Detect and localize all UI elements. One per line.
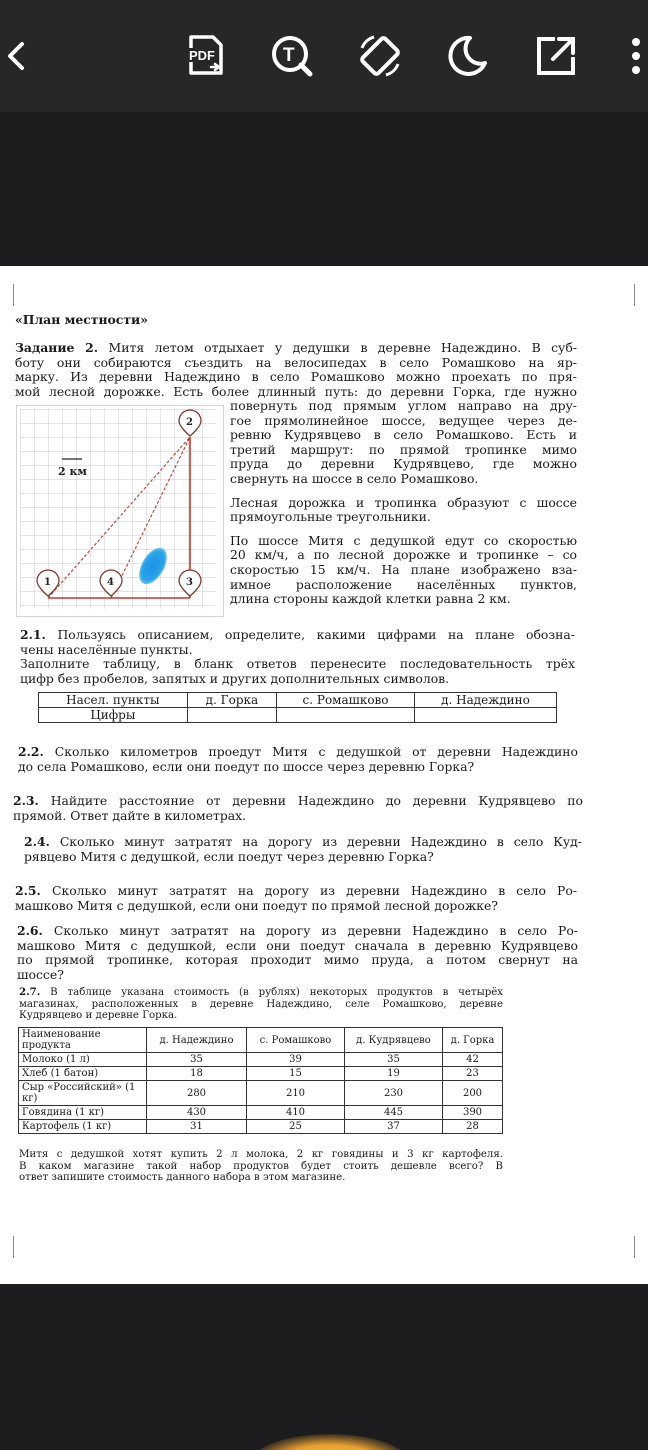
question-2-4 <box>24 835 582 864</box>
table-header-cell: д. Кудрявцево <box>345 1028 443 1053</box>
table-row <box>19 1106 503 1120</box>
question-number: 2.6. <box>17 923 43 938</box>
table-cell: Цифры <box>39 708 188 723</box>
question-number: 2.7. <box>19 986 41 998</box>
text-t-label: T <box>283 45 295 66</box>
text-line: Сколько километров проедут Митя с дедушкой от деревни Надеждино <box>54 744 578 759</box>
answer-cell[interactable] <box>187 708 276 723</box>
text-line: 20 км/ч, а по лесной дорожке и тропинке – со <box>230 547 577 563</box>
text-line: Пользуясь описанием, определите, какими цифрами на плане обозна- <box>57 627 575 642</box>
table-header-cell: д. Горка <box>443 1028 503 1053</box>
text-line: Сколько минут затратят на дорогу из деревни Надеждино в село Ро- <box>51 883 577 898</box>
text-line: боту они собираются съездить на велосипедах в село Ромашково на яр- <box>15 354 577 370</box>
table-cell: 200 <box>443 1081 503 1106</box>
more-button[interactable] <box>610 30 648 82</box>
text-line: свернуть на шоссе в село Ромашково. <box>230 470 479 486</box>
table-cell: 25 <box>247 1120 345 1134</box>
svg-text:4: 4 <box>107 577 114 588</box>
text-line: Митя летом отдыхает у дедушки в деревне Надеждино. В суб- <box>108 340 577 355</box>
text-line: пруда до деревни Кудрявцево, где можно <box>230 456 577 472</box>
answer-table <box>38 692 557 723</box>
text-line: ответ запишите стоимость данного набора в этом магазине. <box>19 1172 346 1184</box>
crop-mark <box>4 1236 14 1258</box>
chevron-left-icon <box>2 36 32 76</box>
area-map <box>16 405 224 617</box>
paragraph <box>230 399 577 487</box>
text-line: Сколько минут затратят на дорогу из деревни Надеждино в село Ро- <box>53 923 578 938</box>
text-line: длина стороны каждой клетки равна 2 км. <box>230 591 511 607</box>
table-cell: 280 <box>147 1081 247 1106</box>
text-line: рявцево Митя с дедушкой, если поедут через деревню Горка? <box>24 848 434 864</box>
table-header-cell: с. Ромашково <box>247 1028 345 1053</box>
task2-intro <box>15 341 577 399</box>
table-cell: Говядина (1 кг) <box>19 1106 147 1120</box>
question-number: 2.1. <box>20 627 46 642</box>
text-line: ревню Кудрявцево в село Ромашково. Есть и <box>230 427 577 443</box>
text-line: машково Митя с дедушкой, если они поедут по прямой лесной дорожке? <box>15 897 498 913</box>
paragraph <box>230 534 577 607</box>
text-line: Лесная дорожка и тропинка образуют с шоссе <box>230 494 577 510</box>
price-table <box>18 1027 503 1134</box>
table-cell: 35 <box>147 1053 247 1067</box>
table-header-row <box>19 1028 503 1053</box>
text-line: гое прямолинейное шоссе, ведущее через де- <box>230 412 577 428</box>
question-number: 2.4. <box>24 834 50 849</box>
text-line: Кудрявцево и деревне Горка. <box>19 1010 178 1022</box>
task2-description <box>230 399 577 616</box>
table-cell: 39 <box>247 1053 345 1067</box>
table-cell: 18 <box>147 1067 247 1081</box>
table-cell: с. Ромашково <box>277 693 415 708</box>
night-mode-button[interactable] <box>441 30 493 82</box>
text-line: магазинах, расположенных в деревне Надеждино, селе Ромашково, деревне <box>19 998 503 1010</box>
text-line: машково Митя с дедушкой, если они поедут сначала в деревню Кудрявцево <box>17 937 578 953</box>
text-line: повернуть под прямым углом направо на дру- <box>230 398 577 413</box>
table-cell: 410 <box>247 1106 345 1120</box>
table-cell: 42 <box>443 1053 503 1067</box>
text-mode-button[interactable] <box>266 30 318 82</box>
table-cell: Картофель (1 кг) <box>19 1120 147 1134</box>
table-cell: Сыр «Российский» (1 кг) <box>19 1081 147 1106</box>
table-cell: д. Горка <box>187 693 276 708</box>
viewer-background <box>0 112 648 266</box>
text-line: Найдите расстояние от деревни Надеждино до деревни Кудрявцево по <box>50 793 583 808</box>
text-line: Заполните таблицу, в бланк ответов перенесите последовательность трёх <box>20 656 575 672</box>
rotate-button[interactable] <box>354 30 406 82</box>
crop-mark <box>634 284 644 306</box>
question-2-1 <box>20 628 575 686</box>
table-row <box>39 708 557 723</box>
text-line: В таблице указана стоимость (в рублях) некоторых продуктов в четырёх <box>50 987 503 998</box>
text-line: скоростью 15 км/ч. На плане изображено вза- <box>230 561 577 577</box>
top-toolbar <box>0 0 648 112</box>
moon-icon <box>444 33 490 79</box>
text-line: имное расположение населённых пунктов, <box>230 576 577 592</box>
text-line: марку. Из деревни Надеждино в село Ромашково можно проехать по пря- <box>15 369 577 385</box>
text-line: цифр без пробелов, запятых и других дополнительных символов. <box>20 670 450 686</box>
crop-mark <box>4 284 14 306</box>
table-cell: Молоко (1 л) <box>19 1053 147 1067</box>
back-button[interactable] <box>0 30 43 82</box>
pdf-convert-button[interactable] <box>180 30 232 82</box>
svg-text:2: 2 <box>186 417 193 428</box>
text-line: прямоугольные треугольники. <box>230 509 431 525</box>
floating-button-glow[interactable] <box>250 1434 410 1450</box>
text-line: Сколько минут затратят на дорогу из деревни Надеждино в село Куд- <box>59 834 582 849</box>
table-cell: 390 <box>443 1106 503 1120</box>
section-title: «План местности» <box>15 312 148 327</box>
table-cell: 35 <box>345 1053 443 1067</box>
task-label: Задание 2. <box>15 340 99 355</box>
table-cell: 210 <box>247 1081 345 1106</box>
table-cell: 445 <box>345 1106 443 1120</box>
question-2-7 <box>19 987 503 1022</box>
table-cell: 23 <box>443 1067 503 1081</box>
text-line: чены населённые пункты. <box>20 641 193 657</box>
question-number: 2.3. <box>13 793 39 808</box>
text-line: мой лесной дорожке. Есть более длинный путь: до деревни Горка, где нужно <box>15 383 577 399</box>
table-cell: 37 <box>345 1120 443 1134</box>
text-line: В каком магазине такой набор продуктов будет стоить дешевле всего? В <box>19 1160 503 1172</box>
table-row <box>19 1081 503 1106</box>
table-cell: 31 <box>147 1120 247 1134</box>
table-cell: д. Надеждино <box>415 693 557 708</box>
pdf-icon <box>183 33 229 79</box>
question-2-3 <box>13 794 583 823</box>
question-2-2 <box>18 745 578 774</box>
table-cell: 230 <box>345 1081 443 1106</box>
text-line: шоссе? <box>17 966 64 982</box>
table-cell: 19 <box>345 1067 443 1081</box>
question-number: 2.5. <box>15 883 41 898</box>
svg-text:1: 1 <box>44 577 51 588</box>
svg-text:3: 3 <box>186 577 193 588</box>
table-cell: 15 <box>247 1067 345 1081</box>
question-2-6 <box>17 924 578 982</box>
text-line: по прямой тропинке, которая проходит мимо пруда, а потом свернут на <box>17 952 578 968</box>
text-line: прямой. Ответ дайте в километрах. <box>13 807 247 823</box>
table-row <box>19 1120 503 1134</box>
answer-cell[interactable] <box>277 708 415 723</box>
scale-label: 2 км <box>58 465 87 478</box>
open-external-button[interactable] <box>530 30 582 82</box>
table-row <box>19 1067 503 1081</box>
external-link-icon <box>533 33 579 79</box>
crop-mark <box>634 1236 644 1258</box>
pdf-icon-label: PDF <box>189 48 215 63</box>
question-2-5 <box>15 884 577 913</box>
table-row <box>39 693 557 708</box>
paragraph <box>230 496 577 525</box>
text-t-icon <box>269 33 315 79</box>
table-cell: Хлеб (1 батон) <box>19 1067 147 1081</box>
answer-cell[interactable] <box>415 708 557 723</box>
table-row <box>19 1053 503 1067</box>
text-line: третий маршрут: по прямой тропинке мимо <box>230 441 577 457</box>
viewer-background-bottom <box>0 1284 648 1450</box>
document-page[interactable] <box>0 266 648 1284</box>
table-cell: Насел. пункты <box>39 693 188 708</box>
table-cell: 28 <box>443 1120 503 1134</box>
text-line: до села Ромашково, если они поедут по шоссе через деревню Горка? <box>18 758 475 774</box>
rotate-icon <box>356 32 404 80</box>
question-2-7-task <box>19 1149 503 1184</box>
table-header-cell: д. Надеждино <box>147 1028 247 1053</box>
text-line: Митя с дедушкой хотят купить 2 л молока, 2 кг говядины и 3 кг картофеля. <box>19 1149 503 1160</box>
table-cell: 430 <box>147 1106 247 1120</box>
more-vertical-icon <box>626 34 646 78</box>
question-number: 2.2. <box>18 744 44 759</box>
table-header-cell: Наименование продукта <box>19 1028 147 1053</box>
text-line: По шоссе Митя с дедушкой едут со скоростью <box>230 532 577 548</box>
